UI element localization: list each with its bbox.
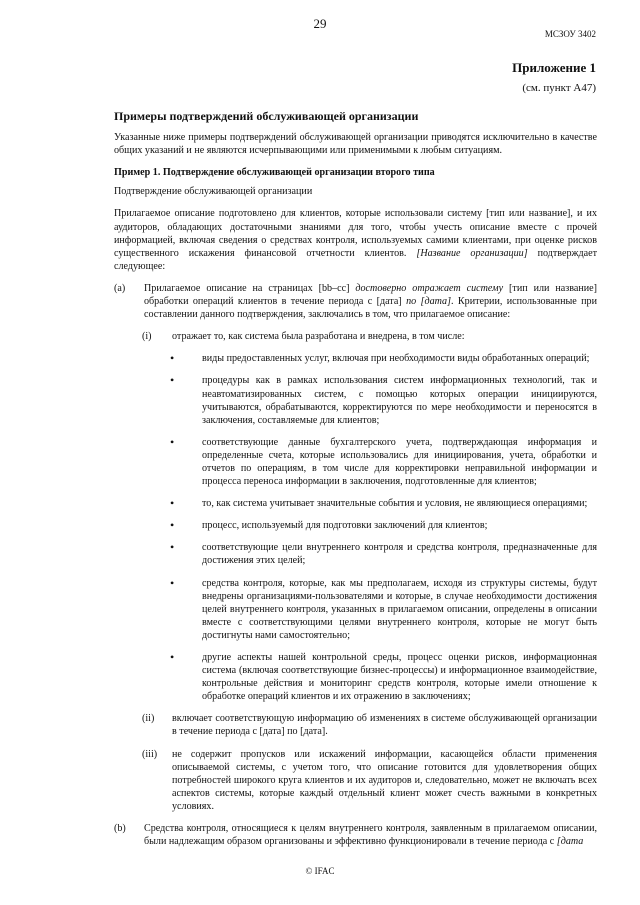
clause-a-italic1: достоверно отражает систему [355, 282, 504, 294]
statement-ending: подтверждает следующее: [114, 247, 597, 272]
clause-b-text: Средства контроля, относящиеся к целям внутреннего контроля, заявленным в прилагаемом описании, были надлежащим образом организованы и эффективно функционировали в течение периода с [144, 823, 597, 848]
intro-paragraph: Указанные ниже примеры подтверждений обслуживающей организации приводятся исключительно в качестве общих указаний и не являются исчерпывающими или применимыми к любым ситуациям. [114, 132, 597, 157]
clause-a-text2: [тип или название] обработки операций клиентов в течение периода с [дата] [144, 282, 598, 308]
standard-code: МСЗОУ 3402 [544, 29, 596, 39]
clause-a-text1: Прилагаемое описание на страницах [bb–cc] [144, 282, 350, 294]
bullet-text: другие аспекты нашей контрольной среды, процесс оценки рисков, информационная система (включая соответствующие бизнес-процессы) и информационное взаимодействие, контрольные действия и мониторинг средств контроля, которые имели отношение к обработке операций клиентов и их отражению в заключениях; [202, 652, 597, 703]
subclause-iii-label: (iii) [142, 748, 158, 760]
subclause-ii-label: (ii) [142, 713, 155, 725]
list-item [114, 436, 597, 488]
clause-a [114, 282, 597, 321]
clause-b-italic: [дата [556, 836, 584, 848]
organization-name-placeholder: [Название организации] [416, 247, 528, 259]
bullet-icon: • [170, 518, 175, 533]
page-number: 29 [313, 16, 327, 31]
clause-b [114, 822, 597, 848]
subclause-iii [114, 748, 597, 813]
list-item [114, 577, 597, 642]
bullet-text: процедуры как в рамках использования систем информационных технологий, так и неавтоматизированных систем, с помощью которых операции инициируются, учитываются, обрабатываются, корректируются по мере необходимости и переносятся в заключения, составляемые для клиентов; [202, 375, 597, 426]
bullet-icon: • [170, 351, 175, 366]
list-item [114, 651, 597, 703]
list-item [114, 374, 597, 426]
clause-a-italic2: по [дата] [406, 296, 452, 308]
appendix-reference: (см. пункт А47) [522, 82, 596, 94]
bullet-icon: • [170, 373, 175, 388]
bullet-icon: • [170, 575, 175, 590]
bullet-text: виды предоставленных услуг, включая при необходимости виды обработанных операций; [202, 353, 590, 365]
subclause-i-text: отражает то, как система была разработана и внедрена, в том числе: [172, 331, 465, 343]
subclause-i-label: (i) [142, 331, 152, 343]
footer-copyright: © IFAC [305, 866, 335, 876]
bullet-text: то, как система учитывает значительные события и условия, не являющиеся операциями; [202, 498, 588, 510]
subclause-i [114, 330, 597, 343]
bullet-icon: • [170, 650, 175, 664]
subclause-ii-text: включает соответствующую информацию об изменениях в системе обслуживающей организации в течение периода с [дата] по [дата]. [172, 713, 597, 738]
bullet-icon: • [170, 496, 175, 511]
list-item [114, 519, 597, 532]
bullet-text: соответствующие данные бухгалтерского учета, подтверждающая информация и определенные счета, которые использовались для инициирования, учета, обработки и отчетов по операциям, в том числе для корректировки неправильной информации и процесса переноса информации в заключения, подготовленные для клиентов; [202, 436, 597, 488]
list-item [114, 541, 597, 567]
clause-a-label: (a) [114, 282, 126, 294]
bullet-icon: • [170, 434, 175, 449]
bullet-text: соответствующие цели внутреннего контроля и средства контроля, предназначенные для достижения этих целей; [202, 542, 597, 567]
statement-text: Прилагаемое описание подготовлено для клиентов, которые использовали систему [тип или название], и их аудиторов, обладающих достаточными знаниями для того, чтобы учесть описание вместе с прочей информацией, включая сведения о средствах контроля, используемых самими клиентами, при оценке рисков существенного искажения финансовой отчетности клиентов. [114, 208, 597, 259]
bullet-text: средства контроля, которые, как мы предполагаем, исходя из структуры системы, будут внедрены организациями-пользователями и которые, в случае необходимости достижения целей внутреннего контроля, указанных в прилагаемом описании, определены в описании вместе с соответствующими целями внутреннего контроля, которые не могут быть достигнуты нами самостоятельно; [202, 577, 597, 641]
example-title: Пример 1. Подтверждение обслуживающей организации второго типа [114, 167, 435, 179]
clause-a-text3: . Критерии, использованные при составлении данного подтверждения, заключались в том, что прилагаемое описание: [144, 296, 597, 321]
subclause-iii-text: не содержит пропусков или искажений информации, касающейся области применения описываемой системы, с учетом того, что описание готовится для удовлетворения общих потребностей широкого круга клиентов и их аудиторов и, следовательно, может не включать всех аспектов системы, которые каждый отдельный клиент может счесть важными в конкретных условиях. [172, 748, 597, 812]
statement-paragraph [114, 207, 597, 272]
appendix-title: Приложение 1 [512, 60, 596, 75]
bullet-icon: • [170, 540, 175, 555]
subclause-ii [114, 712, 597, 738]
document-body [114, 110, 597, 857]
list-item [114, 497, 597, 510]
bullet-text: процесс, используемый для подготовки заключений для клиентов; [202, 520, 488, 532]
section-heading: Примеры подтверждений обслуживающей организации [114, 109, 419, 123]
list-item [114, 352, 597, 365]
clause-b-label: (b) [114, 823, 126, 835]
example-subtitle: Подтверждение обслуживающей организации [114, 186, 313, 198]
